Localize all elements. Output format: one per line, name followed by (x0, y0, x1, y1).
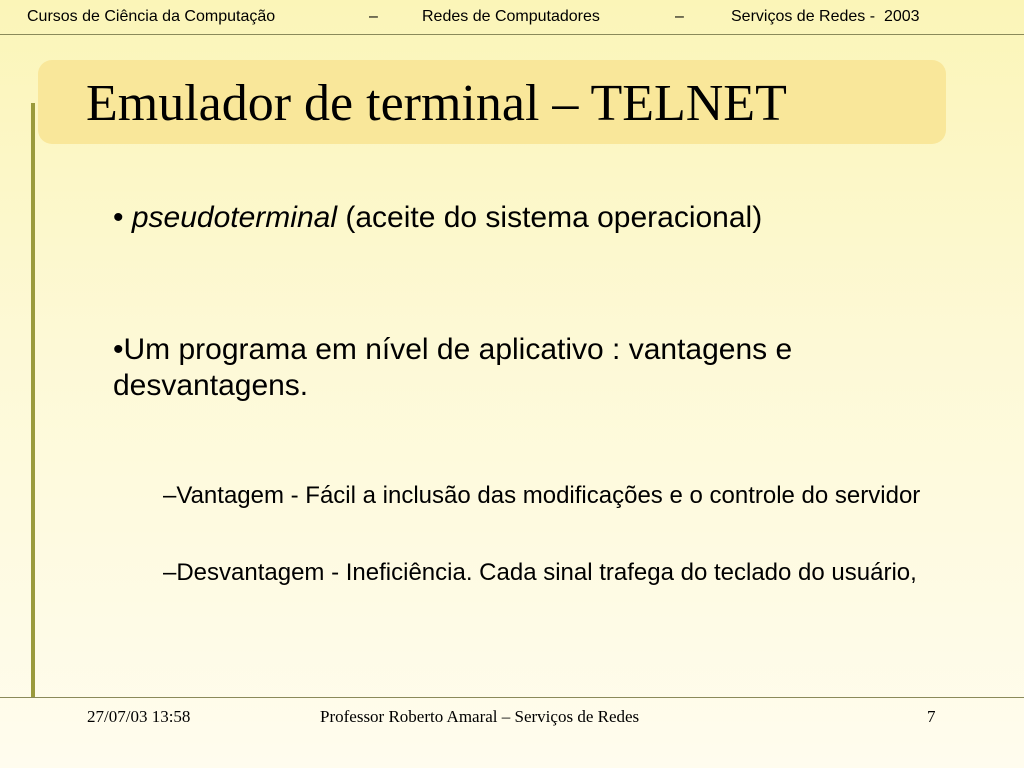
bullet-text: (aceite do sistema operacional) (345, 201, 763, 234)
bullet-item (113, 196, 762, 240)
footer-author: Professor Roberto Amaral – Serviços de Redes (320, 707, 640, 726)
sub-bullet-item: –Desvantagem - Ineficiência. Cada sinal trafega do teclado do usuário, (163, 559, 917, 586)
bullet-emphasis: pseudoterminal (131, 201, 337, 234)
header-separator: – (369, 8, 378, 25)
header-topic: Serviços de Redes - 2003 (731, 8, 920, 25)
bullet-marker: • (113, 201, 124, 234)
bullet-item: •Um programa em nível de aplicativo : vantagens e desvantagens. (113, 333, 793, 402)
footer-divider (0, 697, 1024, 698)
footer-date: 27/07/03 13:58 (87, 707, 191, 726)
header-separator: – (675, 8, 684, 25)
header-subject: Redes de Computadores (422, 8, 600, 25)
slide-header (0, 0, 1024, 34)
slide-title: Emulador de terminal – TELNET (86, 75, 787, 132)
left-accent-bar (31, 103, 35, 698)
header-course: Cursos de Ciência da Computação (27, 8, 276, 25)
header-divider (0, 34, 1024, 35)
page-number: 7 (927, 707, 936, 726)
sub-bullet-item: –Vantagem - Fácil a inclusão das modificações e o controle do servidor (163, 482, 921, 509)
